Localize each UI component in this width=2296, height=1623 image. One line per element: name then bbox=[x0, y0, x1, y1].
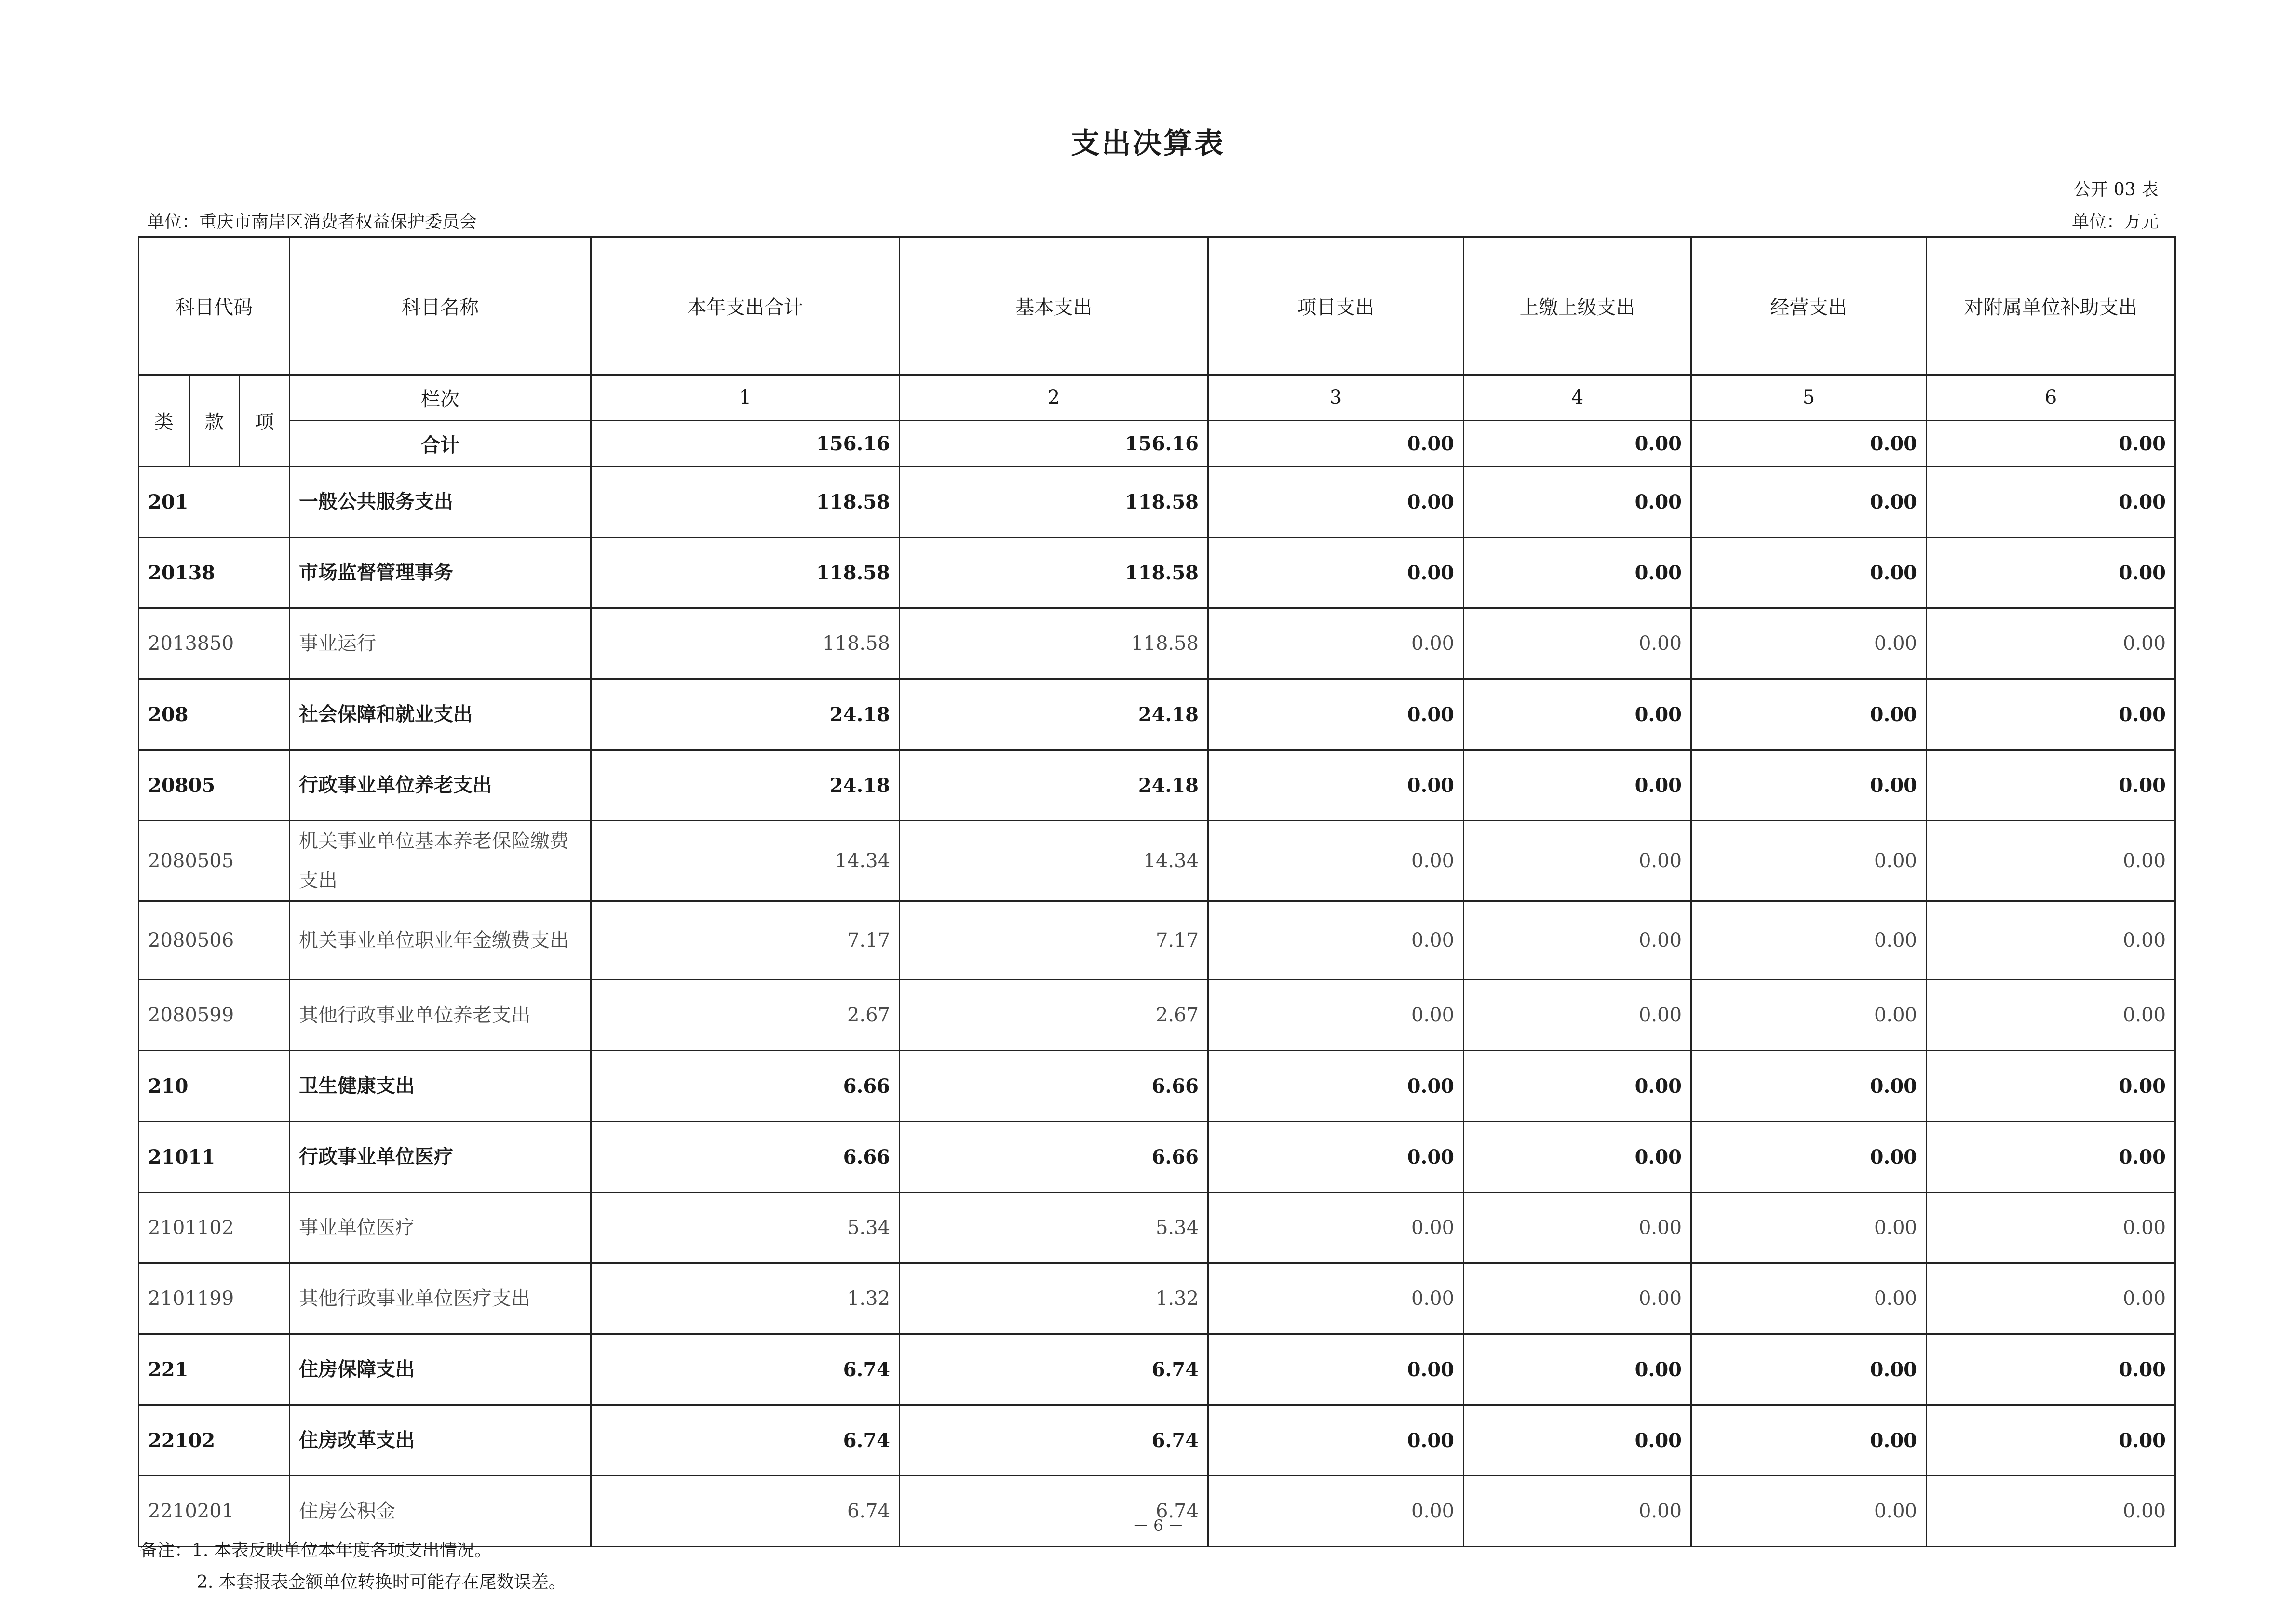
amount-cell: 6.74 bbox=[900, 1334, 1208, 1405]
amount-cell: 118.58 bbox=[591, 608, 900, 679]
amount-cell: 0.00 bbox=[1691, 1263, 1927, 1334]
subject-name: 事业单位医疗 bbox=[290, 1193, 591, 1263]
amount-cell: 24.18 bbox=[900, 750, 1208, 821]
amount-cell: 0.00 bbox=[1927, 608, 2175, 679]
header-subsidy: 对附属单位补助支出 bbox=[1927, 237, 2175, 375]
amount-cell: 0.00 bbox=[1208, 608, 1464, 679]
amount-cell: 0.00 bbox=[1691, 980, 1927, 1051]
amount-cell: 0.00 bbox=[1208, 1051, 1464, 1122]
amount-cell: 0.00 bbox=[1208, 1334, 1464, 1405]
amount-cell: 0.00 bbox=[1464, 1051, 1691, 1122]
table-row bbox=[139, 608, 2175, 679]
subject-name: 卫生健康支出 bbox=[290, 1051, 591, 1122]
table-row bbox=[139, 821, 2175, 901]
amount-cell: 0.00 bbox=[1464, 901, 1691, 980]
amount-cell: 0.00 bbox=[1464, 1334, 1691, 1405]
amount-cell: 0.00 bbox=[1691, 467, 1927, 537]
total-row bbox=[139, 421, 2175, 467]
page-number: － 6 － bbox=[1133, 1516, 1184, 1535]
header-name: 科目名称 bbox=[290, 237, 591, 375]
amount-cell: 0.00 bbox=[1208, 467, 1464, 537]
amount-cell: 0.00 bbox=[1464, 537, 1691, 608]
page-title: 支出决算表 bbox=[1071, 127, 1225, 161]
amount-cell: 6.74 bbox=[591, 1405, 900, 1476]
amount-cell: 24.18 bbox=[591, 750, 900, 821]
column-number: 1 bbox=[591, 375, 900, 421]
amount-cell: 0.00 bbox=[1208, 821, 1464, 901]
amount-cell: 0.00 bbox=[1464, 1476, 1691, 1547]
amount-cell: 24.18 bbox=[591, 679, 900, 750]
amount-cell: 6.74 bbox=[900, 1405, 1208, 1476]
amount-cell: 0.00 bbox=[1927, 537, 2175, 608]
amount-cell: 2.67 bbox=[591, 980, 900, 1051]
amount-cell: 0.00 bbox=[1691, 679, 1927, 750]
subject-code: 2080506 bbox=[139, 901, 290, 980]
subject-code: 20138 bbox=[139, 537, 290, 608]
amount-cell: 0.00 bbox=[1927, 1051, 2175, 1122]
amount-cell: 7.17 bbox=[900, 901, 1208, 980]
table-row bbox=[139, 467, 2175, 537]
amount-cell: 6.66 bbox=[900, 1051, 1208, 1122]
total-value: 0.00 bbox=[1208, 421, 1464, 467]
subject-name: 一般公共服务支出 bbox=[290, 467, 591, 537]
column-number: 6 bbox=[1927, 375, 2175, 421]
column-number: 5 bbox=[1691, 375, 1927, 421]
amount-cell: 0.00 bbox=[1464, 1193, 1691, 1263]
table-row bbox=[139, 750, 2175, 821]
subject-name: 住房保障支出 bbox=[290, 1334, 591, 1405]
subject-name: 市场监督管理事务 bbox=[290, 537, 591, 608]
column-number: 3 bbox=[1208, 375, 1464, 421]
total-value: 156.16 bbox=[900, 421, 1208, 467]
amount-cell: 6.74 bbox=[900, 1476, 1208, 1547]
expenditure-table bbox=[138, 236, 2176, 1547]
table-row bbox=[139, 1122, 2175, 1193]
total-value: 0.00 bbox=[1691, 421, 1927, 467]
subject-code: 2210201 bbox=[139, 1476, 290, 1547]
amount-cell: 0.00 bbox=[1464, 1122, 1691, 1193]
amount-cell: 0.00 bbox=[1691, 1405, 1927, 1476]
table-row bbox=[139, 679, 2175, 750]
subject-name: 行政事业单位养老支出 bbox=[290, 750, 591, 821]
total-label: 合计 bbox=[290, 421, 591, 467]
amount-cell: 0.00 bbox=[1927, 1122, 2175, 1193]
amount-cell: 0.00 bbox=[1927, 1334, 2175, 1405]
sub-header-kuan: 款 bbox=[189, 375, 240, 467]
table-row bbox=[139, 901, 2175, 980]
amount-cell: 118.58 bbox=[591, 467, 900, 537]
amount-cell: 0.00 bbox=[1691, 1051, 1927, 1122]
amount-cell: 6.74 bbox=[591, 1334, 900, 1405]
subject-name: 其他行政事业单位养老支出 bbox=[290, 980, 591, 1051]
subject-name: 住房公积金 bbox=[290, 1476, 591, 1547]
subject-code: 2080599 bbox=[139, 980, 290, 1051]
note-line-1: 备注：1. 本表反映单位本年度各项支出情况。 bbox=[140, 1541, 492, 1560]
amount-cell: 2.67 bbox=[900, 980, 1208, 1051]
subject-name: 住房改革支出 bbox=[290, 1405, 591, 1476]
sub-header-xiang: 项 bbox=[240, 375, 290, 467]
amount-cell: 0.00 bbox=[1927, 901, 2175, 980]
amount-cell: 6.74 bbox=[591, 1476, 900, 1547]
amount-cell: 5.34 bbox=[591, 1193, 900, 1263]
subject-code: 210 bbox=[139, 1051, 290, 1122]
column-number: 4 bbox=[1464, 375, 1691, 421]
amount-cell: 0.00 bbox=[1208, 679, 1464, 750]
total-value: 156.16 bbox=[591, 421, 900, 467]
amount-cell: 0.00 bbox=[1208, 1405, 1464, 1476]
subject-code: 21011 bbox=[139, 1122, 290, 1193]
total-value: 0.00 bbox=[1927, 421, 2175, 467]
column-number: 2 bbox=[900, 375, 1208, 421]
amount-cell: 0.00 bbox=[1208, 750, 1464, 821]
amount-cell: 14.34 bbox=[900, 821, 1208, 901]
amount-cell: 0.00 bbox=[1691, 750, 1927, 821]
subject-name: 机关事业单位职业年金缴费支出 bbox=[290, 901, 591, 980]
subject-code: 208 bbox=[139, 679, 290, 750]
amount-cell: 0.00 bbox=[1691, 608, 1927, 679]
amount-cell: 0.00 bbox=[1691, 1334, 1927, 1405]
table-row bbox=[139, 1263, 2175, 1334]
amount-cell: 0.00 bbox=[1208, 980, 1464, 1051]
amount-cell: 0.00 bbox=[1464, 467, 1691, 537]
header-basic: 基本支出 bbox=[900, 237, 1208, 375]
amount-cell: 0.00 bbox=[1691, 821, 1927, 901]
sub-header-lanci: 栏次 bbox=[290, 375, 591, 421]
column-number-row bbox=[139, 375, 2175, 421]
subject-code: 22102 bbox=[139, 1405, 290, 1476]
amount-cell: 0.00 bbox=[1927, 980, 2175, 1051]
amount-cell: 0.00 bbox=[1927, 467, 2175, 537]
amount-cell: 6.66 bbox=[591, 1122, 900, 1193]
header-total: 本年支出合计 bbox=[591, 237, 900, 375]
amount-cell: 0.00 bbox=[1464, 1405, 1691, 1476]
amount-cell: 0.00 bbox=[1927, 750, 2175, 821]
amount-cell: 0.00 bbox=[1927, 1263, 2175, 1334]
amount-cell: 0.00 bbox=[1927, 1405, 2175, 1476]
amount-cell: 24.18 bbox=[900, 679, 1208, 750]
amount-cell: 0.00 bbox=[1208, 901, 1464, 980]
amount-cell: 0.00 bbox=[1691, 901, 1927, 980]
currency-unit: 单位：万元 bbox=[2071, 212, 2159, 232]
table-row bbox=[139, 1405, 2175, 1476]
amount-cell: 0.00 bbox=[1927, 1476, 2175, 1547]
subject-code: 2013850 bbox=[139, 608, 290, 679]
amount-cell: 0.00 bbox=[1464, 608, 1691, 679]
table-row bbox=[139, 1051, 2175, 1122]
amount-cell: 7.17 bbox=[591, 901, 900, 980]
amount-cell: 118.58 bbox=[900, 608, 1208, 679]
table-row bbox=[139, 1334, 2175, 1405]
header-row bbox=[139, 237, 2175, 375]
amount-cell: 0.00 bbox=[1927, 821, 2175, 901]
amount-cell: 1.32 bbox=[591, 1263, 900, 1334]
amount-cell: 0.00 bbox=[1464, 750, 1691, 821]
reporting-unit: 单位：重庆市南岸区消费者权益保护委员会 bbox=[147, 212, 477, 232]
table-row bbox=[139, 1476, 2175, 1547]
header-project: 项目支出 bbox=[1208, 237, 1464, 375]
amount-cell: 0.00 bbox=[1208, 1476, 1464, 1547]
amount-cell: 118.58 bbox=[591, 537, 900, 608]
amount-cell: 0.00 bbox=[1927, 679, 2175, 750]
amount-cell: 0.00 bbox=[1691, 1193, 1927, 1263]
amount-cell: 0.00 bbox=[1208, 1193, 1464, 1263]
subject-name: 其他行政事业单位医疗支出 bbox=[290, 1263, 591, 1334]
subject-code: 201 bbox=[139, 467, 290, 537]
amount-cell: 0.00 bbox=[1464, 821, 1691, 901]
subject-code: 2080505 bbox=[139, 821, 290, 901]
header-operating: 经营支出 bbox=[1691, 237, 1927, 375]
amount-cell: 118.58 bbox=[900, 467, 1208, 537]
subject-name: 机关事业单位基本养老保险缴费支出 bbox=[290, 821, 591, 901]
table-row bbox=[139, 1193, 2175, 1263]
total-value: 0.00 bbox=[1464, 421, 1691, 467]
subject-code: 2101199 bbox=[139, 1263, 290, 1334]
header-upper: 上缴上级支出 bbox=[1464, 237, 1691, 375]
header-code: 科目代码 bbox=[139, 237, 290, 375]
subject-name: 事业运行 bbox=[290, 608, 591, 679]
subject-code: 221 bbox=[139, 1334, 290, 1405]
amount-cell: 0.00 bbox=[1208, 1263, 1464, 1334]
amount-cell: 6.66 bbox=[591, 1051, 900, 1122]
table-row bbox=[139, 537, 2175, 608]
amount-cell: 5.34 bbox=[900, 1193, 1208, 1263]
sub-header-lei: 类 bbox=[139, 375, 189, 467]
amount-cell: 0.00 bbox=[1464, 1263, 1691, 1334]
amount-cell: 14.34 bbox=[591, 821, 900, 901]
subject-code: 2101102 bbox=[139, 1193, 290, 1263]
amount-cell: 6.66 bbox=[900, 1122, 1208, 1193]
subject-name: 行政事业单位医疗 bbox=[290, 1122, 591, 1193]
amount-cell: 1.32 bbox=[900, 1263, 1208, 1334]
amount-cell: 0.00 bbox=[1691, 1476, 1927, 1547]
amount-cell: 118.58 bbox=[900, 537, 1208, 608]
amount-cell: 0.00 bbox=[1464, 679, 1691, 750]
subject-code: 20805 bbox=[139, 750, 290, 821]
amount-cell: 0.00 bbox=[1208, 1122, 1464, 1193]
form-number: 公开 03 表 bbox=[2073, 180, 2159, 200]
amount-cell: 0.00 bbox=[1464, 980, 1691, 1051]
note-line-2: 2. 本套报表金额单位转换时可能存在尾数误差。 bbox=[197, 1572, 566, 1592]
table-row bbox=[139, 980, 2175, 1051]
amount-cell: 0.00 bbox=[1208, 537, 1464, 608]
amount-cell: 0.00 bbox=[1691, 1122, 1927, 1193]
amount-cell: 0.00 bbox=[1691, 537, 1927, 608]
amount-cell: 0.00 bbox=[1927, 1193, 2175, 1263]
subject-name: 社会保障和就业支出 bbox=[290, 679, 591, 750]
